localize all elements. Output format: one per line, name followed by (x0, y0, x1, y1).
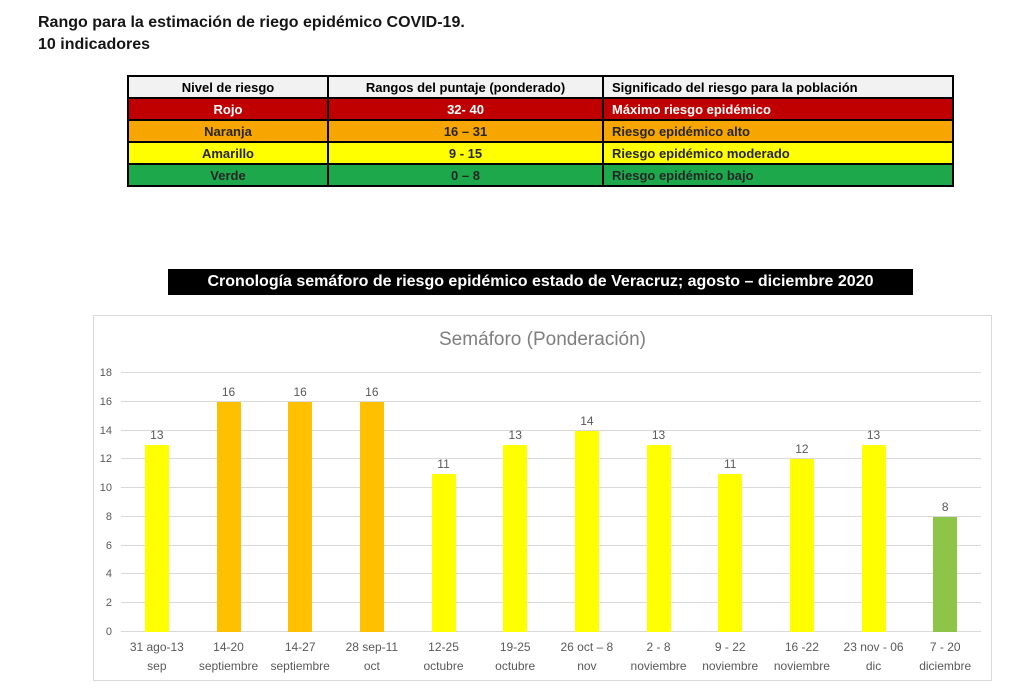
x-category-label: 7 - 20 diciembre (919, 640, 972, 673)
bar-value-label: 13 (651, 427, 666, 442)
x-category-label: 28 sep-11 oct (345, 640, 399, 673)
bar-value-label: 16 (221, 384, 236, 399)
bar-value-label: 8 (941, 499, 949, 514)
x-category-label: 14-27 septiembre (270, 640, 330, 673)
risk-cell-level: Amarillo (128, 142, 328, 164)
bar-chart (93, 315, 992, 681)
bar-column (408, 373, 480, 632)
y-tick-label: 12 (99, 453, 112, 466)
bar-amarillo (647, 445, 671, 632)
bars-row (121, 373, 981, 632)
bar-value-label: 12 (795, 442, 809, 457)
y-tick-label: 4 (105, 568, 112, 581)
x-category-label: 12-25 octubre (423, 640, 464, 673)
bar-naranja (217, 402, 241, 632)
x-axis-row (121, 638, 981, 676)
risk-table-body (128, 98, 953, 186)
risk-cell-range: 0 – 8 (328, 164, 603, 186)
risk-cell-meaning: Riesgo epidémico moderado (603, 142, 953, 164)
y-tick-label: 2 (105, 597, 112, 610)
bar-column (193, 373, 265, 632)
bar-amarillo (145, 445, 169, 632)
risk-table-row (128, 120, 953, 142)
y-axis-labels (94, 367, 117, 638)
plot-area (121, 373, 981, 632)
y-tick-label: 18 (99, 367, 112, 379)
risk-table-header: Rangos del puntaje (ponderado) (328, 76, 603, 98)
bar-column (121, 373, 193, 632)
bar-value-label: 16 (293, 384, 307, 399)
bar-naranja (288, 402, 312, 632)
risk-cell-level: Verde (128, 164, 328, 186)
x-category-label: 16 -22 noviembre (773, 640, 830, 673)
y-tick-label: 14 (99, 424, 112, 437)
y-tick-label: 6 (105, 539, 112, 552)
bar-amarillo (862, 445, 886, 632)
bar-value-label: 16 (365, 384, 379, 399)
bar-column (838, 373, 910, 632)
bar-value-label: 13 (150, 427, 164, 442)
risk-cell-meaning: Riesgo epidémico alto (603, 120, 953, 142)
bar-column (479, 373, 551, 632)
bar-naranja (360, 402, 384, 632)
x-category-label: 14-20 septiembre (198, 640, 259, 673)
risk-cell-meaning: Riesgo epidémico bajo (603, 164, 953, 186)
bar-value-label: 13 (508, 427, 522, 442)
bar-amarillo (718, 474, 742, 632)
x-category-label: 2 - 8 noviembre (630, 640, 687, 673)
risk-cell-range: 16 – 31 (328, 120, 603, 142)
bar-amarillo (432, 474, 456, 632)
risk-table-row (128, 98, 953, 120)
y-tick-label: 8 (105, 510, 112, 523)
bar-amarillo (575, 431, 599, 632)
page-title-line1: Rango para la estimación de riego epidémico COVID-19. (38, 14, 465, 31)
y-tick-label: 16 (99, 395, 112, 408)
risk-cell-meaning: Máximo riesgo epidémico (603, 98, 953, 120)
bar-column (264, 373, 336, 632)
bar-amarillo (790, 459, 814, 632)
page-title-line2: 10 indicadores (38, 36, 151, 53)
risk-cell-level: Rojo (128, 98, 328, 120)
risk-cell-range: 9 - 15 (328, 142, 603, 164)
bar-column (909, 373, 981, 632)
x-category-label: 23 nov - 06 dic (843, 640, 904, 673)
bar-column (623, 373, 695, 632)
risk-cell-level: Naranja (128, 120, 328, 142)
risk-table-head-row (128, 76, 953, 98)
bar-column (336, 373, 408, 632)
bar-value-label: 11 (437, 456, 450, 471)
bar-amarillo (503, 445, 527, 632)
bar-column (694, 373, 766, 632)
bar-column (551, 373, 623, 632)
bar-value-label: 13 (866, 427, 881, 442)
risk-cell-range: 32- 40 (328, 98, 603, 120)
x-category-label: 26 oct – 8 nov (560, 640, 614, 673)
page-title (38, 12, 465, 56)
x-category-label: 9 - 22 noviembre (702, 640, 759, 673)
y-tick-label: 0 (105, 626, 112, 638)
x-category-label: 31 ago-13 sep (129, 640, 184, 673)
bar-value-label: 14 (580, 413, 594, 428)
y-tick-label: 10 (99, 482, 112, 495)
bar-verde (933, 517, 957, 632)
chart-banner-title: Cronología semáforo de riesgo epidémico estado de Veracruz; agosto – diciembre 2020 (168, 269, 913, 295)
x-category-label: 19-25 octubre (495, 640, 536, 673)
risk-table-row (128, 142, 953, 164)
chart-title: Semáforo (Ponderación) (439, 329, 646, 350)
bar-value-label: 11 (723, 456, 737, 471)
risk-table-header: Significado del riesgo para la población (603, 76, 953, 98)
risk-table-header: Nivel de riesgo (128, 76, 328, 98)
bar-column (766, 373, 838, 632)
risk-level-table (127, 75, 954, 187)
risk-table-row (128, 164, 953, 186)
